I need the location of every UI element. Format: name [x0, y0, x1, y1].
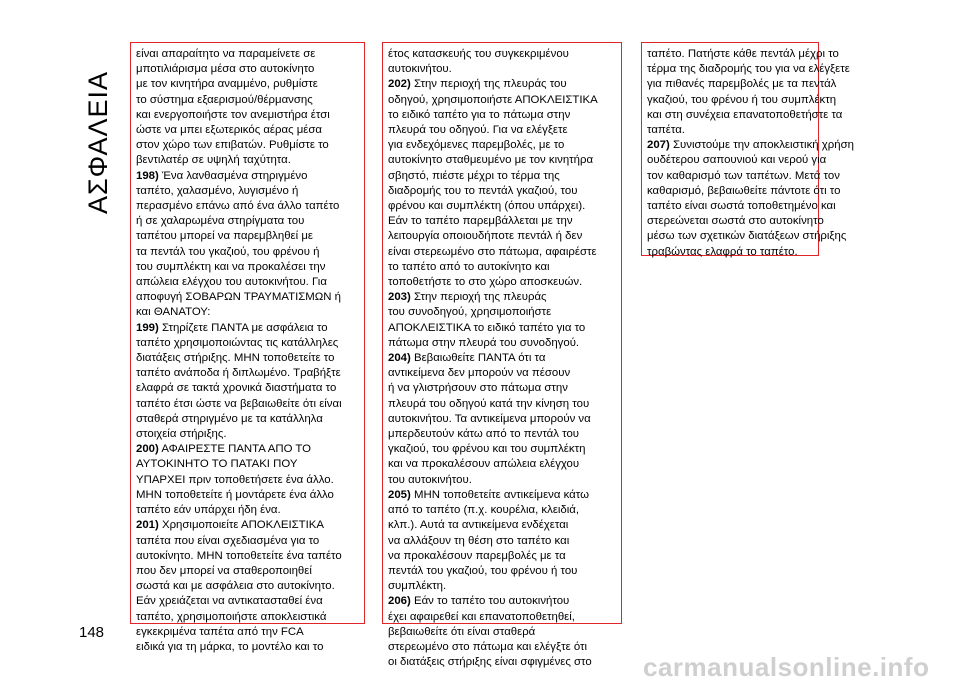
note-number: 199) — [136, 321, 159, 334]
text-line — [647, 47, 839, 62]
text-line — [136, 488, 358, 503]
line-text: έχει αφαιρεθεί και επανατοποθετηθεί, — [388, 610, 575, 623]
text-line — [136, 564, 358, 579]
text-line — [388, 518, 615, 533]
text-line — [136, 610, 358, 625]
line-text: το σύστημα εξαερισμού/θέρμανσης — [136, 93, 313, 106]
line-text: για πιθανές παρεμβολές με τα πεντάλ — [647, 78, 837, 91]
line-text: εγκεκριμένα ταπέτα από την FCA — [136, 625, 304, 638]
text-line — [136, 625, 358, 640]
note-number: 201) — [136, 519, 159, 532]
text-line — [388, 47, 615, 62]
line-text: ταπέτο έτσι ώστε να βεβαιωθείτε ότι είναι — [136, 397, 342, 410]
text-line — [647, 199, 836, 214]
text-line — [136, 199, 358, 214]
line-text: που δεν μπορεί να σταθεροποιηθεί — [136, 564, 312, 577]
line-text: ταπέτου μπορεί να παρεμβληθεί με — [136, 230, 313, 243]
text-line — [388, 427, 615, 442]
section-title — [79, 40, 119, 245]
line-text: βεντιλατέρ σε υψηλή ταχύτητα. — [136, 154, 291, 167]
text-line — [388, 123, 615, 138]
text-column-3 — [641, 42, 854, 258]
text-line — [647, 77, 837, 92]
line-text: καθαρισμό, βεβαιωθείτε πάντοτε ότι το — [647, 184, 841, 197]
line-text: σταθερά στηριγμένο με τα κατάλληλα — [136, 412, 323, 425]
text-line — [136, 305, 358, 320]
text-line — [136, 442, 358, 457]
text-line — [136, 534, 358, 549]
text-line — [388, 366, 615, 381]
line-text: αντικείμενα δεν μπορούν να πέσουν — [388, 367, 571, 380]
line-text: ειδικά για τη μάρκα, το μοντέλο και το — [136, 640, 324, 653]
text-line — [136, 594, 358, 609]
line-text: του αυτοκινήτου. — [388, 473, 472, 486]
line-text: ΜΗΝ τοποθετείτε αντικείμενα κάτω — [410, 488, 589, 501]
note-number: 205) — [388, 488, 411, 501]
text-line — [136, 290, 358, 305]
line-text: ταπέτο ανάποδα ή διπλωμένο. Τραβήξτε — [136, 367, 341, 380]
text-line — [388, 169, 615, 184]
line-text: ταπέτο. Πατήστε κάθε πεντάλ μέχρι το — [647, 48, 839, 60]
line-text: ταπέτο είναι σωστά τοποθετημένο και — [647, 200, 836, 213]
line-text: Βεβαιωθείτε ΠΑΝΤΑ ότι τα — [410, 352, 546, 365]
line-text: ή να γλιστρήσουν στο πάτωμα στην — [388, 382, 568, 395]
line-text: πλευρά του οδηγού. Για να ελέγξετε — [388, 124, 568, 137]
page-number: 148 — [79, 624, 105, 641]
text-line — [136, 518, 358, 533]
line-text: ΜΗΝ τοποθετείτε ή μοντάρετε ένα άλλο — [136, 488, 334, 501]
text-line — [388, 655, 615, 670]
text-line — [647, 93, 837, 108]
text-line — [388, 290, 615, 305]
line-text: έτος κατασκευής του συγκεκριμένου — [388, 48, 569, 60]
text-line — [136, 229, 358, 244]
text-line — [388, 138, 615, 153]
line-text: μποτιλιάρισμα μέσα στο αυτοκίνητο — [136, 63, 315, 76]
text-line — [388, 199, 615, 214]
line-text: και στη συνέχεια επανατοποθετήστε τα — [647, 108, 843, 121]
line-text: αυτοκινήτου. — [388, 63, 452, 76]
line-text: είναι απαραίτητο να παραμείνετε σε — [136, 48, 316, 60]
line-text: περασμένο επάνω από ένα άλλο ταπέτο — [136, 200, 340, 213]
note-number: 202) — [388, 78, 411, 91]
line-text: οδηγού, χρησιμοποιήστε ΑΠΟΚΛΕΙΣΤΙΚΑ — [388, 93, 598, 106]
note-number: 206) — [388, 595, 411, 608]
line-text: ταπέτο εάν υπάρχει ήδη ένα. — [136, 504, 281, 517]
text-line — [136, 93, 358, 108]
text-line — [388, 579, 615, 594]
line-text: Εάν χρειάζεται να αντικατασταθεί ένα — [136, 595, 323, 608]
text-line — [388, 412, 615, 427]
text-line — [647, 138, 854, 153]
line-text: τέρμα της διαδρομής του για να ελέγξετε — [647, 63, 850, 76]
line-text: γκαζιού, του φρένου και του συμπλέκτη — [388, 443, 586, 456]
text-line — [388, 229, 615, 244]
text-line — [136, 153, 358, 168]
text-line — [388, 640, 615, 655]
text-line — [388, 153, 615, 168]
line-text: τραβώντας ελαφρά το ταπέτο. — [647, 245, 798, 258]
line-text: ή σε χαλαρωμένα στηρίγματα του — [136, 215, 305, 228]
line-text: ταπέτο, χρησιμοποιήστε αποκλειστικά — [136, 610, 327, 623]
line-text: Εάν το ταπέτο του αυτοκινήτου — [410, 595, 570, 608]
text-line — [136, 275, 358, 290]
line-text: να προκαλέσουν παρεμβολές με τα — [388, 549, 566, 562]
text-line — [388, 397, 615, 412]
line-text: βεβαιωθείτε ότι είναι σταθερά — [388, 625, 536, 638]
line-text: για ενδεχόμενες παρεμβολές, με το — [388, 139, 565, 152]
text-line — [136, 640, 358, 655]
text-line — [647, 214, 824, 229]
text-line — [388, 184, 615, 199]
watermark: carmanualsonline.info — [643, 652, 930, 682]
text-line — [388, 305, 615, 320]
line-text: Ένα λανθασμένα στηριγμένο — [158, 169, 308, 182]
text-line — [136, 62, 358, 77]
line-text: τα πεντάλ του γκαζιού, του φρένου ή — [136, 245, 320, 258]
text-line — [388, 381, 615, 396]
text-column-1 — [130, 42, 365, 653]
text-line — [647, 245, 812, 260]
line-text: Στηρίζετε ΠΑΝΤΑ με ασφάλεια το — [158, 321, 328, 334]
text-line — [388, 610, 615, 625]
line-text: ΑΥΤΟΚΙΝΗΤΟ ΤΟ ΠΑΤΑΚΙ ΠΟΥ — [136, 458, 298, 471]
line-text: ΑΦΑΙΡΕΣΤΕ ΠΑΝΤΑ ΑΠΟ ΤΟ — [158, 443, 312, 456]
line-text: κλπ.). Αυτά τα αντικείμενα ενδέχεται — [388, 519, 569, 532]
text-line — [388, 534, 615, 549]
text-line — [388, 77, 615, 92]
text-line — [136, 579, 358, 594]
line-text: στοιχεία στήριξης. — [136, 428, 227, 441]
note-number: 203) — [388, 291, 411, 304]
text-line — [388, 457, 615, 472]
line-text: το ειδικό ταπέτο για το πάτωμα στην — [388, 108, 571, 121]
text-line — [136, 138, 358, 153]
text-line — [136, 123, 358, 138]
line-text: μέσω των σχετικών διατάξεων στήριξης — [647, 230, 847, 243]
line-text: Στην περιοχή της πλευράς του — [410, 78, 567, 91]
text-line — [136, 169, 358, 184]
line-text: σωστά και με ασφάλεια στο αυτοκίνητο. — [136, 580, 335, 593]
line-text: τοποθετήστε το στο χώρο αποσκευών. — [388, 276, 583, 289]
line-text: να αλλάξουν τη θέση στο ταπέτο και — [388, 534, 570, 547]
text-line — [136, 503, 358, 518]
line-text: αυτοκινήτου. Τα αντικείμενα μπορούν να — [388, 412, 591, 425]
text-line — [136, 351, 358, 366]
text-line — [136, 381, 358, 396]
line-text: στερεωμένο στο πάτωμα και ελέγξτε ότι — [388, 640, 588, 653]
line-text: και ενεργοποιήστε τον ανεμιστήρα έτσι — [136, 108, 330, 121]
text-line — [388, 108, 615, 123]
text-line — [136, 457, 358, 472]
text-line — [136, 412, 358, 427]
line-text: οι διατάξεις στήριξης είναι σφιγμένες στο — [388, 656, 592, 669]
line-text: πλευρά του οδηγού κατά την κίνηση του — [388, 397, 590, 410]
section-title-text: ΑΣΦΑΛΕΙΑ — [83, 70, 114, 215]
line-text: σβηστό, πιέστε μέχρι το τέρμα της — [388, 169, 560, 182]
text-line — [647, 153, 827, 168]
line-text: ταπέτα. — [647, 124, 685, 137]
line-text: διαδρομής του το πεντάλ γκαζιού, του — [388, 184, 578, 197]
line-text: ταπέτο, χαλασμένο, λυγισμένο ή — [136, 184, 299, 197]
line-text: από το ταπέτο (π.χ. κουρέλια, κλειδιά, — [388, 504, 580, 517]
line-text: αυτοκίνητο. ΜΗΝ τοποθετείτε ένα ταπέτο — [136, 549, 342, 562]
text-line — [136, 245, 358, 260]
line-text: πεντάλ του γκαζιού, του φρένου ή του — [388, 564, 578, 577]
text-line — [136, 214, 358, 229]
text-line — [388, 625, 615, 640]
note-number: 198) — [136, 169, 159, 182]
text-line — [647, 108, 843, 123]
text-line — [388, 260, 615, 275]
text-line — [647, 123, 812, 138]
line-text: Χρησιμοποιείτε ΑΠΟΚΛΕΙΣΤΙΚΑ — [158, 519, 324, 532]
line-text: είναι στερεωμένο στο πάτωμα, αφαιρέστε — [388, 245, 597, 258]
text-line — [136, 108, 358, 123]
text-line — [388, 93, 615, 108]
line-text: Συνιστούμε την αποκλειστική χρήση — [669, 139, 854, 152]
text-line — [388, 214, 615, 229]
line-text: απώλεια ελέγχου του αυτοκινήτου. Για — [136, 276, 327, 289]
line-text: ΥΠΑΡΧΕΙ πριν τοποθετήσετε ένα άλλο. — [136, 473, 334, 486]
text-line — [388, 275, 615, 290]
text-line — [647, 184, 841, 199]
line-text: στον χώρο των επιβατών. Ρυθμίστε το — [136, 139, 329, 152]
line-text: στερεώνεται σωστά στο αυτοκίνητο — [647, 215, 824, 228]
text-line — [388, 245, 615, 260]
note-number: 200) — [136, 443, 159, 456]
line-text: ταπέτα που είναι σχεδιασμένα για το — [136, 534, 320, 547]
note-number: 204) — [388, 352, 411, 365]
text-line — [136, 77, 358, 92]
line-text: διατάξεις στήριξης. ΜΗΝ τοποθετείτε το — [136, 352, 335, 365]
text-line — [136, 321, 358, 336]
text-line — [388, 594, 615, 609]
text-line — [647, 229, 847, 244]
text-line — [136, 366, 358, 381]
line-text: ΑΠΟΚΛΕΙΣΤΙΚΑ το ειδικό ταπέτο για το — [388, 321, 586, 334]
line-text: ώστε να μπει εξωτερικός αέρας μέσα — [136, 124, 322, 137]
text-line — [136, 473, 358, 488]
line-text: και ΘΑΝΑΤΟΥ: — [136, 306, 211, 319]
text-line — [388, 488, 615, 503]
line-text: πάτωμα στην πλευρά του συνοδηγού. — [388, 336, 580, 349]
text-line — [136, 549, 358, 564]
text-line — [136, 336, 358, 351]
line-text: του συμπλέκτη και να προκαλέσει την — [136, 260, 326, 273]
text-line — [136, 47, 358, 62]
line-text: το ταπέτο από το αυτοκίνητο και — [388, 260, 550, 273]
line-text: λειτουργία οποιουδήποτε πεντάλ ή δεν — [388, 230, 583, 243]
line-text: αυτοκίνητο σταθμευμένο με τον κινητήρα — [388, 154, 594, 167]
text-line — [388, 549, 615, 564]
line-text: του συνοδηγού, χρησιμοποιήστε — [388, 306, 552, 319]
line-text: μπερδευτούν κάτω από το πεντάλ του — [388, 428, 580, 441]
text-line — [388, 321, 615, 336]
line-text: και να προκαλέσουν απώλεια ελέγχου — [388, 458, 580, 471]
text-line — [388, 62, 615, 77]
text-line — [136, 427, 358, 442]
text-line — [647, 62, 850, 77]
text-line — [136, 184, 358, 199]
text-line — [388, 503, 615, 518]
line-text: ταπέτο χρησιμοποιώντας τις κατάλληλες — [136, 336, 339, 349]
text-line — [388, 473, 615, 488]
line-text: συμπλέκτη. — [388, 580, 447, 593]
line-text: Στην περιοχή της πλευράς — [410, 291, 547, 304]
line-text: φρένου και συμπλέκτη (όπου υπάρχει). — [388, 200, 586, 213]
text-line — [388, 336, 615, 351]
line-text: γκαζιού, του φρένου ή του συμπλέκτη — [647, 93, 837, 106]
note-number: 207) — [647, 139, 670, 152]
text-line — [388, 564, 615, 579]
text-line — [136, 260, 358, 275]
text-column-2 — [382, 42, 622, 669]
line-text: τον καθαρισμό των ταπέτων. Μετά τον — [647, 169, 840, 182]
line-text: ελαφρά σε τακτά χρονικά διαστήματα το — [136, 382, 337, 395]
line-text: ουδέτερου σαπουνιού και νερού για — [647, 154, 827, 167]
line-text: αποφυγή ΣΟΒΑΡΩΝ ΤΡΑΥΜΑΤΙΣΜΩΝ ή — [136, 291, 342, 304]
text-line — [136, 397, 358, 412]
text-line — [388, 351, 615, 366]
text-line — [388, 442, 615, 457]
line-text: Εάν το ταπέτο παρεμβάλλεται με την — [388, 215, 573, 228]
text-line — [647, 169, 840, 184]
line-text: με τον κινητήρα αναμμένο, ρυθμίστε — [136, 78, 318, 91]
